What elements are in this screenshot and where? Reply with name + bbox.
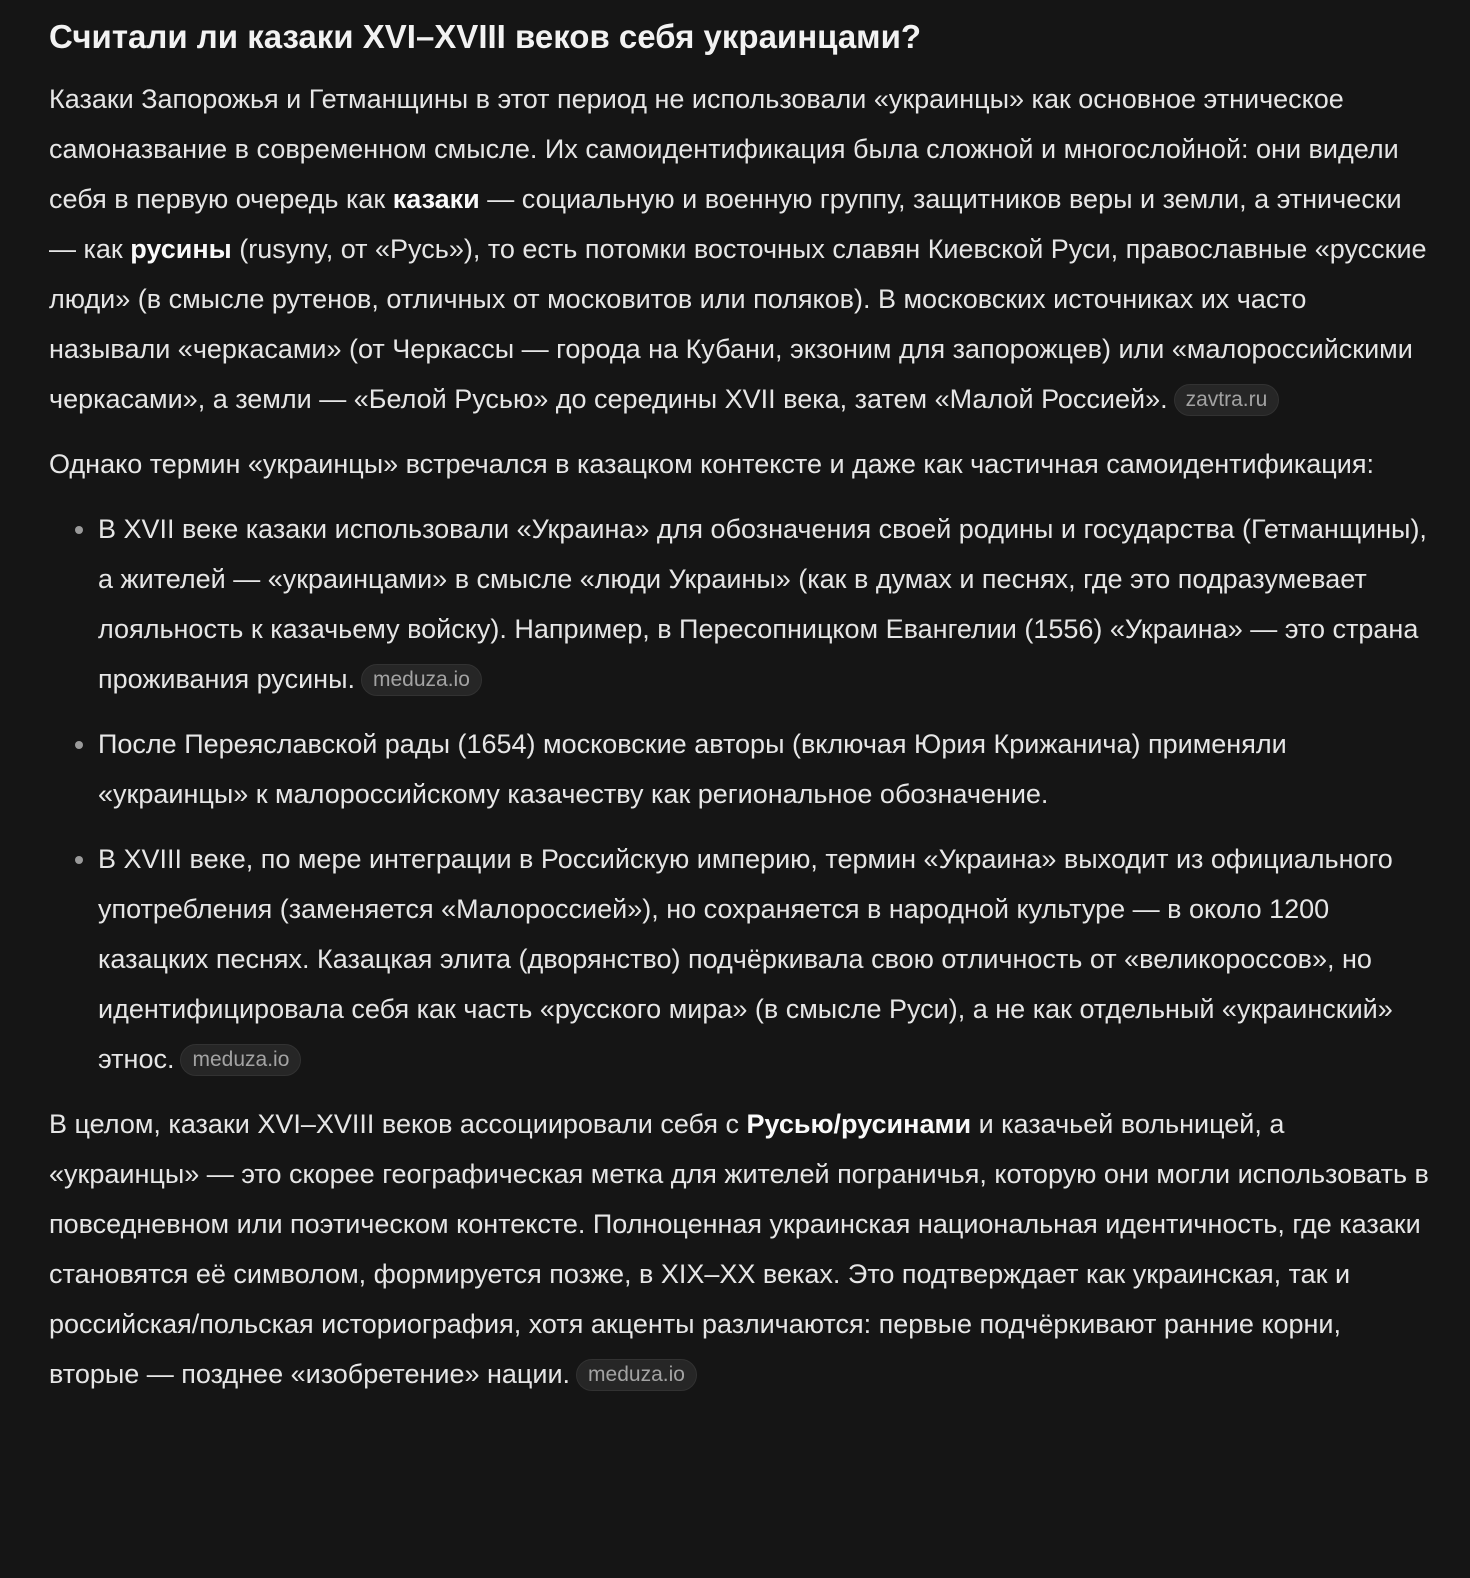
text: и казачьей вольницей, а «украинцы» — это скорее географическая метка для жителей пограничья, которую они могли использовать в повседневном или поэтическом контексте. Полноценная украинская национальная идентичность, где казаки становятся её символом, формируется позже, в XIX–XX веках. Это подтверждает как украинская, так и российская/польская историография, хотя акценты различаются: первые подчёркивают ранние корни, вторые — позднее «изобретение» нации. [49, 1109, 1429, 1389]
paragraph-conclusion [49, 1099, 1430, 1399]
bullet-list [49, 504, 1430, 1084]
text: После Переяславской рады (1654) московские авторы (включая Юрия Крижанича) применяли «украинцы» к малороссийскому казачеству как региональное обозначение. [98, 729, 1287, 809]
text: (rusyny, от «Русь»), то есть потомки восточных славян Киевской Руси, православные «русские люди» (в смысле рутенов, отличных от московитов или поляков). В московских источниках их часто называли «черкасами» (от Черкассы — города на Кубани, экзоним для запорожцев) или «малороссийскими черкасами», а земли — «Белой Русью» до середины XVII века, затем «Малой Россией». [49, 234, 1427, 414]
source-chip[interactable]: zavtra.ru [1174, 384, 1280, 416]
source-chip[interactable]: meduza.io [576, 1359, 697, 1391]
list-item [98, 504, 1430, 704]
source-chip[interactable]: meduza.io [361, 664, 482, 696]
source-chip[interactable]: meduza.io [180, 1044, 301, 1076]
list-item [98, 834, 1430, 1084]
bold-term: казаки [392, 184, 480, 214]
answer-heading: Считали ли казаки XVI–XVIII веков себя украинцами? [49, 18, 922, 55]
text: В целом, казаки XVI–XVIII веков ассоциировали себя с [49, 1109, 747, 1139]
list-item [98, 719, 1430, 819]
bold-term: Русью/русинами [746, 1109, 972, 1139]
text: — социальную и военную группу, защитников веры и земли, а этнически — как [49, 184, 1402, 264]
paragraph-intro [49, 74, 1430, 424]
bold-term: русины [130, 234, 232, 264]
text: В XVII веке казаки использовали «Украина» для обозначения своей родины и государства (Гетманщины), а жителей — «украинцами» в смысле «люди Украины» (как в думах и песнях, где это подразумевает лояльность к казачьему войску). Например, в Пересопницком Евангелии (1556) «Украина» — это страна проживания русины. [98, 514, 1427, 694]
text: Казаки Запорожья и Гетманщины в этот период не использовали «украинцы» как основное этническое самоназвание в современном смысле. Их самоидентификация была сложной и многослойной: они видели себя в первую очередь как [49, 84, 1399, 214]
paragraph-however: Однако термин «украинцы» встречался в казацком контексте и даже как частичная самоидентификация: [49, 449, 1374, 479]
text: В XVIII веке, по мере интеграции в Российскую империю, термин «Украина» выходит из официального употребления (заменяется «Малороссией»), но сохраняется в народной культуре — в около 1200 казацких песнях. Казацкая элита (дворянство) подчёркивала свою отличность от «великороссов», но идентифицировала себя как часть «русского мира» (в смысле Руси), а не как отдельный «украинский» этнос. [98, 844, 1393, 1074]
